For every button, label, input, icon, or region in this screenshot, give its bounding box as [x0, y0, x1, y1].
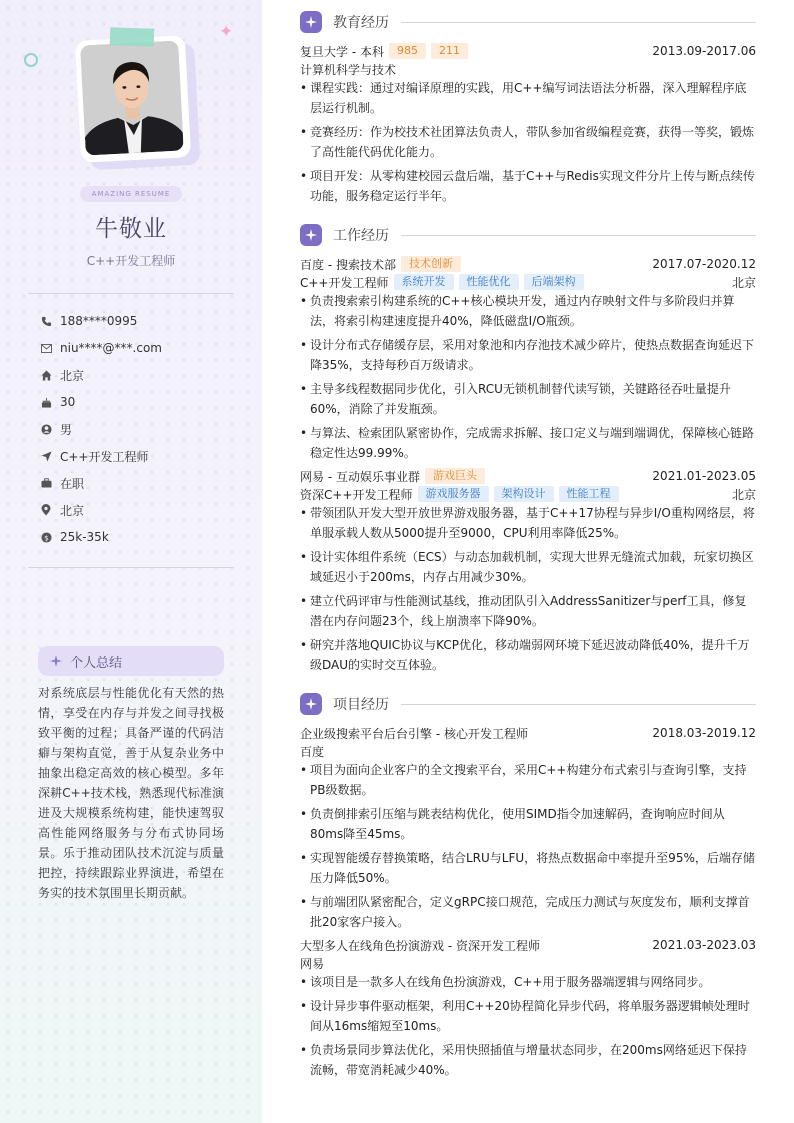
section-work-header	[300, 223, 756, 247]
info-target-role	[40, 447, 149, 465]
list-item: • 课程实践：通过对编译原理的实践，用C++编写词法语法分析器，深入理解程序底层运行机制。	[300, 81, 747, 115]
photo-tape	[110, 27, 155, 47]
info-salary	[40, 528, 109, 546]
major-row	[300, 60, 756, 78]
sparkle-icon	[300, 693, 322, 715]
skill-tag: 架构设计	[494, 486, 554, 502]
project-row	[300, 936, 756, 954]
job-position-row	[300, 485, 756, 503]
sparkle-icon	[300, 11, 322, 33]
education-dates: 2013.09-2017.06	[652, 44, 756, 58]
list-item: • 项目开发：从零构建校园云盘后端，基于C++与Redis实现文件分片上传与断点续传功能，服务稳定运行半年。	[300, 169, 755, 203]
cake-icon	[40, 397, 52, 408]
list-item: • 竞赛经历：作为校技术社团算法负责人，带队参加省级编程竞赛，获得一等奖，锻炼了高性能代码优化能力。	[300, 125, 755, 159]
resume-badge: AMAZING RESUME	[80, 186, 182, 202]
section-divider	[401, 704, 756, 705]
section-title: 工作经历	[333, 228, 389, 244]
list-item: • 负责场景同步算法优化，采用快照插值与增量状态同步，在200ms网络延迟下保持流畅，带宽消耗减少40%。	[300, 1043, 747, 1077]
svg-text:$: $	[43, 532, 49, 542]
phone-icon	[40, 316, 52, 327]
briefcase-icon	[40, 478, 52, 488]
profile-photo	[80, 41, 184, 156]
divider	[28, 567, 234, 568]
school-name: 复旦大学 - 本科	[300, 44, 384, 59]
paper-plane-icon	[40, 451, 52, 462]
profile-photo-frame	[75, 35, 191, 163]
sparkle-icon: ✦	[219, 22, 234, 42]
skill-tag: 系统开发	[394, 274, 454, 290]
phone-text: 188****0995	[60, 314, 138, 328]
list-item: • 设计分布式存储缓存层，采用对象池和内存池技术减少碎片，使热点数据查询延迟下降35%，支持每秒百万级请求。	[300, 338, 755, 372]
summary-title: 个人总结	[70, 655, 123, 671]
list-item: • 该项目是一款多人在线角色扮演游戏，C++用于服务器端逻辑与网络同步。	[300, 975, 711, 989]
section-divider	[401, 22, 756, 23]
list-item: • 负责倒排索引压缩与跳表结构优化，使用SIMD指令加速解码，查询响应时间从80ms降至45ms。	[300, 807, 725, 841]
list-item: • 设计异步事件驱动框架，利用C++20协程简化异步代码，将单服务器逻辑帧处理时间从16ms缩短至10ms。	[300, 999, 750, 1033]
project-dates: 2018.03-2019.12	[652, 726, 756, 740]
sparkle-icon	[300, 224, 322, 246]
company-name: 网易 - 互动娱乐事业群	[300, 469, 420, 484]
section-projects-header	[300, 692, 756, 716]
email-text: niu****@***.com	[60, 341, 162, 355]
list-item: • 主导多线程数据同步优化，引入RCU无锁机制替代读写锁，关键路径吞吐量提升60%，消除了并发瓶颈。	[300, 382, 731, 416]
skill-tag: 后端架构	[524, 274, 584, 290]
summary-header	[38, 646, 224, 676]
list-item: • 带领团队开发大型开放世界游戏服务器，基于C++17协程与异步I/O重构网络层，将单服承载人数从5000提升至9000，CPU利用率降低25%。	[300, 506, 755, 540]
candidate-name: 牛敬业	[95, 216, 167, 242]
project-dates: 2021.03-2023.03	[652, 938, 756, 952]
candidate-title: C++开发工程师	[86, 254, 176, 268]
major-name: 计算机科学与技术	[300, 62, 397, 77]
salary-text: 25k-35k	[60, 530, 109, 544]
list-item: • 与算法、检索团队紧密协作，完成需求拆解、接口定义与端到端调优，保障核心链路稳定性达99.99%。	[300, 426, 755, 460]
job-dates: 2021.01-2023.05	[652, 469, 756, 483]
info-location	[40, 501, 84, 519]
info-age	[40, 393, 75, 411]
school-tag: 211	[431, 43, 468, 59]
project-row	[300, 724, 756, 742]
school-tag: 985	[389, 43, 426, 59]
decorative-ring	[24, 53, 38, 67]
section-title: 教育经历	[333, 15, 389, 31]
job-city: 北京	[731, 487, 756, 502]
info-email	[40, 339, 162, 357]
company-tag: 游戏巨头	[425, 468, 485, 484]
sidebar	[0, 0, 262, 1123]
info-status	[40, 474, 84, 492]
job-position: 资深C++开发工程师	[300, 487, 413, 502]
person-icon	[40, 424, 52, 435]
info-home	[40, 366, 84, 384]
home-text: 北京	[60, 368, 85, 383]
job-position-row	[300, 273, 756, 291]
education-row	[300, 42, 756, 60]
project-name: 大型多人在线角色扮演游戏 - 资深开发工程师	[300, 938, 540, 953]
project-org-row	[300, 742, 756, 760]
job-dates: 2017.07-2020.12	[652, 257, 756, 271]
job-city: 北京	[731, 275, 756, 290]
age-text: 30	[60, 395, 76, 409]
info-phone	[40, 312, 137, 330]
project-org: 百度	[300, 744, 325, 759]
company-tag: 技术创新	[401, 256, 461, 272]
list-item: • 与前端团队紧密配合，定义gRPC接口规范，完成压力测试与灰度发布，顺利支撑首批20家客户接入。	[300, 895, 750, 929]
list-item: • 实现智能缓存替换策略，结合LRU与LFU，将热点数据命中率提升至95%，后端存储压力降低50%。	[300, 851, 755, 885]
section-divider	[401, 235, 756, 236]
list-item: • 建立代码评审与性能测试基线，推动团队引入AddressSanitizer与perf工具，修复潜在内存问题23个，线上崩溃率下降90%。	[300, 594, 747, 628]
company-name: 百度 - 搜索技术部	[300, 257, 396, 272]
summary-text: 对系统底层与性能优化有天然的热情，享受在内存与并发之间寻找极致平衡的过程；具备严谨的代码洁癖与架构直觉，善于从复杂业务中抽象出稳定高效的核心模型。多年深耕C++技术栈，熟悉现代标准演进及大规模系统构建，能快速驾驭高性能网络服务与分布式协同场景。乐于推动团队技术沉淀与质量把控，持续跟踪业界演进，希望在务实的技术氛围里长期贡献。	[38, 686, 224, 900]
status-text: 在职	[60, 476, 85, 491]
location-pin-icon	[40, 504, 52, 516]
list-item: • 负责搜索索引构建系统的C++核心模块开发，通过内存映射文件与多阶段归并算法，将索引构建速度提升40%，降低磁盘I/O瓶颈。	[300, 294, 735, 328]
job-position: C++开发工程师	[300, 275, 389, 290]
project-org: 网易	[300, 956, 325, 971]
divider	[28, 293, 234, 294]
skill-tag: 游戏服务器	[418, 486, 489, 502]
home-icon	[40, 370, 52, 381]
project-name: 企业级搜索平台后台引擎 - 核心开发工程师	[300, 726, 528, 741]
job-company-row	[300, 255, 756, 273]
info-gender	[40, 420, 72, 438]
mail-icon	[40, 344, 52, 353]
list-item: • 项目为面向企业客户的全文搜索平台，采用C++构建分布式索引与查询引擎，支持PB级数据。	[300, 763, 747, 797]
skill-tag: 性能工程	[559, 486, 619, 502]
sparkle-icon	[50, 655, 62, 667]
list-item: • 设计实体组件系统（ECS）与动态加载机制，实现大世界无缝流式加载，玩家切换区域延迟小于200ms，内存占用减少30%。	[300, 550, 754, 584]
job-company-row	[300, 467, 756, 485]
section-title: 项目经历	[333, 697, 389, 713]
gender-text: 男	[60, 422, 73, 437]
salary-icon	[40, 532, 52, 543]
list-item: • 研究并落地QUIC协议与KCP优化，移动端弱网环境下延迟波动降低40%，提升千万级DAU的实时交互体验。	[300, 638, 750, 672]
target-role-text: C++开发工程师	[60, 449, 149, 464]
location-text: 北京	[60, 503, 85, 518]
project-org-row	[300, 954, 756, 972]
skill-tag: 性能优化	[459, 274, 519, 290]
section-education-header	[300, 10, 756, 34]
